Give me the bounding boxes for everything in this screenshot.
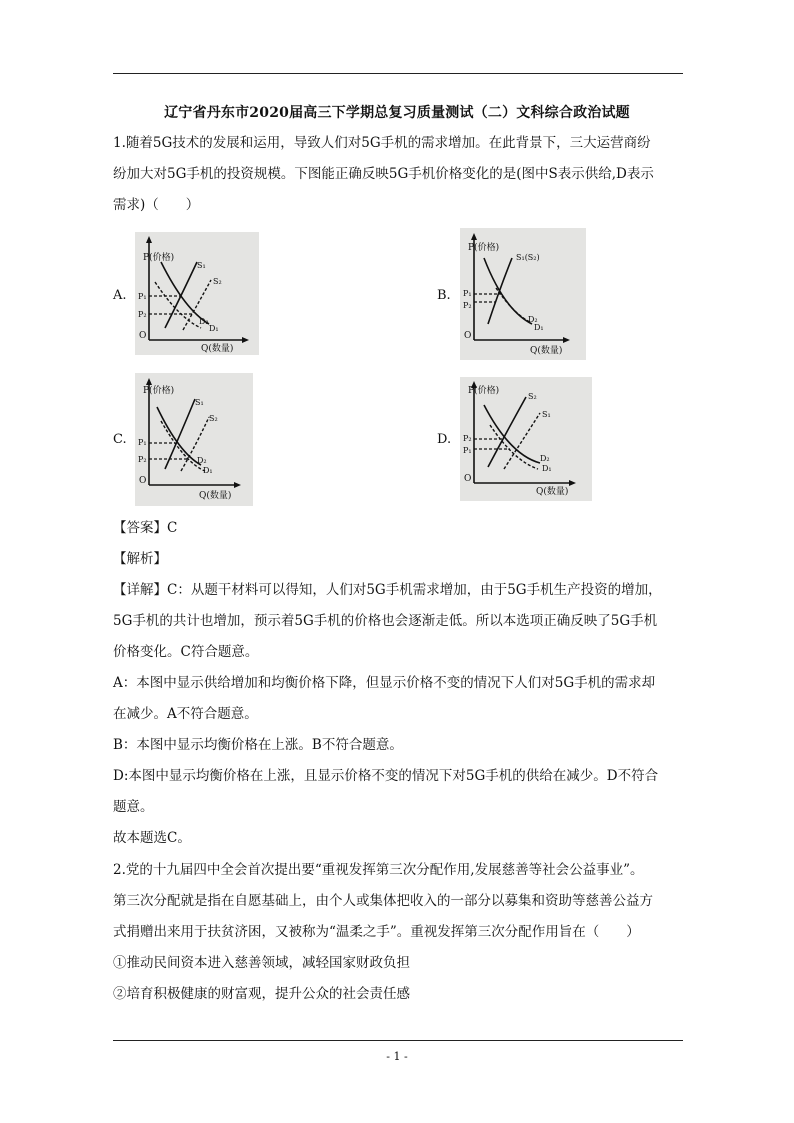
y-axis-label: P(价格): [143, 253, 175, 263]
s-label: S₂: [213, 277, 222, 286]
option-c-graph: [135, 373, 253, 506]
option-a-svg: [135, 232, 259, 355]
y-axis-arrow: [146, 378, 152, 385]
d-label: D₁: [209, 324, 219, 333]
analysis-line: 5G手机的共计也增加，预示着5G手机的价格也会逐渐走低。所以本选项正确反映了5G手机: [113, 613, 658, 629]
s-label: S₂: [528, 392, 537, 401]
demand-curve-d1: [484, 405, 540, 463]
x-axis-arrow: [242, 337, 249, 343]
d-label: D₁: [203, 466, 213, 475]
p-label: P₁: [138, 438, 147, 447]
analysis-heading: 【解析】: [113, 551, 167, 567]
x-axis-label: Q(数量): [199, 491, 232, 501]
y-axis-arrow: [471, 233, 477, 240]
page-number: - 1 -: [386, 1050, 408, 1063]
x-axis-arrow: [569, 480, 576, 486]
x-axis-label: Q(数量): [201, 344, 234, 354]
d-label: D₂: [540, 454, 550, 463]
p-label: P₂: [463, 434, 472, 443]
analysis-line: 故本题选C。: [113, 830, 191, 846]
option-b-graph: [460, 228, 586, 360]
option-d-svg: [460, 377, 592, 501]
question-2-line: 第三次分配就是指在自愿基础上，由个人或集体把收入的一部分以募集和资助等慈善公益方: [113, 893, 653, 909]
x-axis-label: Q(数量): [536, 487, 569, 497]
answer-line: 【答案】C: [113, 520, 178, 536]
y-axis-label: P(价格): [468, 386, 500, 396]
demand-curve-d2: [155, 282, 201, 328]
origin-label: O: [464, 474, 472, 484]
p-label: P₂: [138, 455, 147, 464]
d-label: D₂: [199, 317, 209, 326]
analysis-line: 【详解】C：从题干材料可以得知，人们对5G手机需求增加，由于5G手机生产投资的增加，: [113, 582, 662, 598]
demand-curve-d1: [161, 262, 209, 324]
d-label: D₁: [534, 323, 544, 332]
footer-rule: [113, 1040, 683, 1041]
question-2-line: 2.党的十九届四中全会首次提出要“重视发挥第三次分配作用,发展慈善等社会公益事业”。: [113, 862, 644, 878]
s-label: S₁: [542, 410, 551, 419]
answer-section: [113, 513, 683, 854]
y-axis-label: P(价格): [143, 386, 175, 396]
d-label: D₂: [528, 315, 538, 324]
question-1-line: 1.随着5G技术的发展和运用，导致人们对5G手机的需求增加。在此背景下，三大运营商纷: [113, 135, 651, 151]
origin-label: O: [464, 331, 472, 341]
p-label: P₁: [463, 289, 472, 298]
question-1-stem: [113, 128, 683, 221]
x-axis-arrow: [234, 482, 241, 488]
supply-curve-s1: [488, 397, 526, 467]
option-a-graph: [135, 232, 259, 355]
analysis-line: 价格变化。C符合题意。: [113, 644, 259, 660]
analysis-line: D:本图中显示均衡价格在上涨，且显示价格不变的情况下对5G手机的供给在减少。D不符合: [113, 768, 659, 784]
x-axis-arrow: [563, 337, 570, 343]
analysis-line: A：本图中显示供给增加和均衡价格下降，但显示价格不变的情况下人们对5G手机的需求却: [113, 675, 656, 691]
analysis-line: 在减少。A不符合题意。: [113, 706, 258, 722]
y-axis-arrow: [146, 236, 152, 243]
document-title: 辽宁省丹东市2020届高三下学期总复习质量测试（二）文科综合政治试题: [164, 105, 630, 121]
s-label: S₁: [195, 398, 204, 407]
option-c-label: C.: [113, 432, 127, 447]
option-c-svg: [135, 373, 253, 506]
s-label: S₁(S₂): [516, 253, 540, 262]
option-d-label: D.: [437, 432, 452, 447]
option-b-svg: [460, 228, 586, 360]
question-1-line: 纷加大对5G手机的投资规模。下图能正确反映5G手机价格变化的是(图中S表示供给,D表示: [113, 166, 654, 182]
d-label: D₂: [197, 456, 207, 465]
analysis-line: B：本图中显示均衡价格在上涨。B不符合题意。: [113, 737, 403, 753]
p-label: P₁: [138, 292, 147, 301]
header-rule: [113, 73, 683, 74]
p-label: P₂: [138, 310, 147, 319]
p-label: P₂: [463, 301, 472, 310]
s-label: S₁: [197, 261, 206, 270]
question-2-option: ①推动民间资本进入慈善领域，减轻国家财政负担: [113, 955, 410, 971]
d-label: D₁: [542, 464, 552, 473]
p-label: P₁: [463, 446, 472, 455]
question-2-option: ②培育积极健康的财富观，提升公众的社会责任感: [113, 986, 410, 1002]
question-2-line: 式捐赠出来用于扶贫济困，又被称为“温柔之手”。重视发挥第三次分配作用旨在（ ）: [113, 924, 640, 940]
option-d-graph: [460, 377, 592, 501]
y-axis-label: P(价格): [468, 243, 500, 253]
option-a-label: A.: [113, 288, 127, 303]
option-b-label: B.: [437, 288, 451, 303]
question-1-line: 需求)（ ）: [113, 197, 200, 213]
question-2: [113, 855, 683, 1010]
x-axis-label: Q(数量): [530, 346, 563, 356]
s-label: S₂: [209, 414, 218, 423]
analysis-line: 题意。: [113, 799, 154, 815]
origin-label: O: [139, 331, 147, 341]
origin-label: O: [139, 476, 147, 486]
